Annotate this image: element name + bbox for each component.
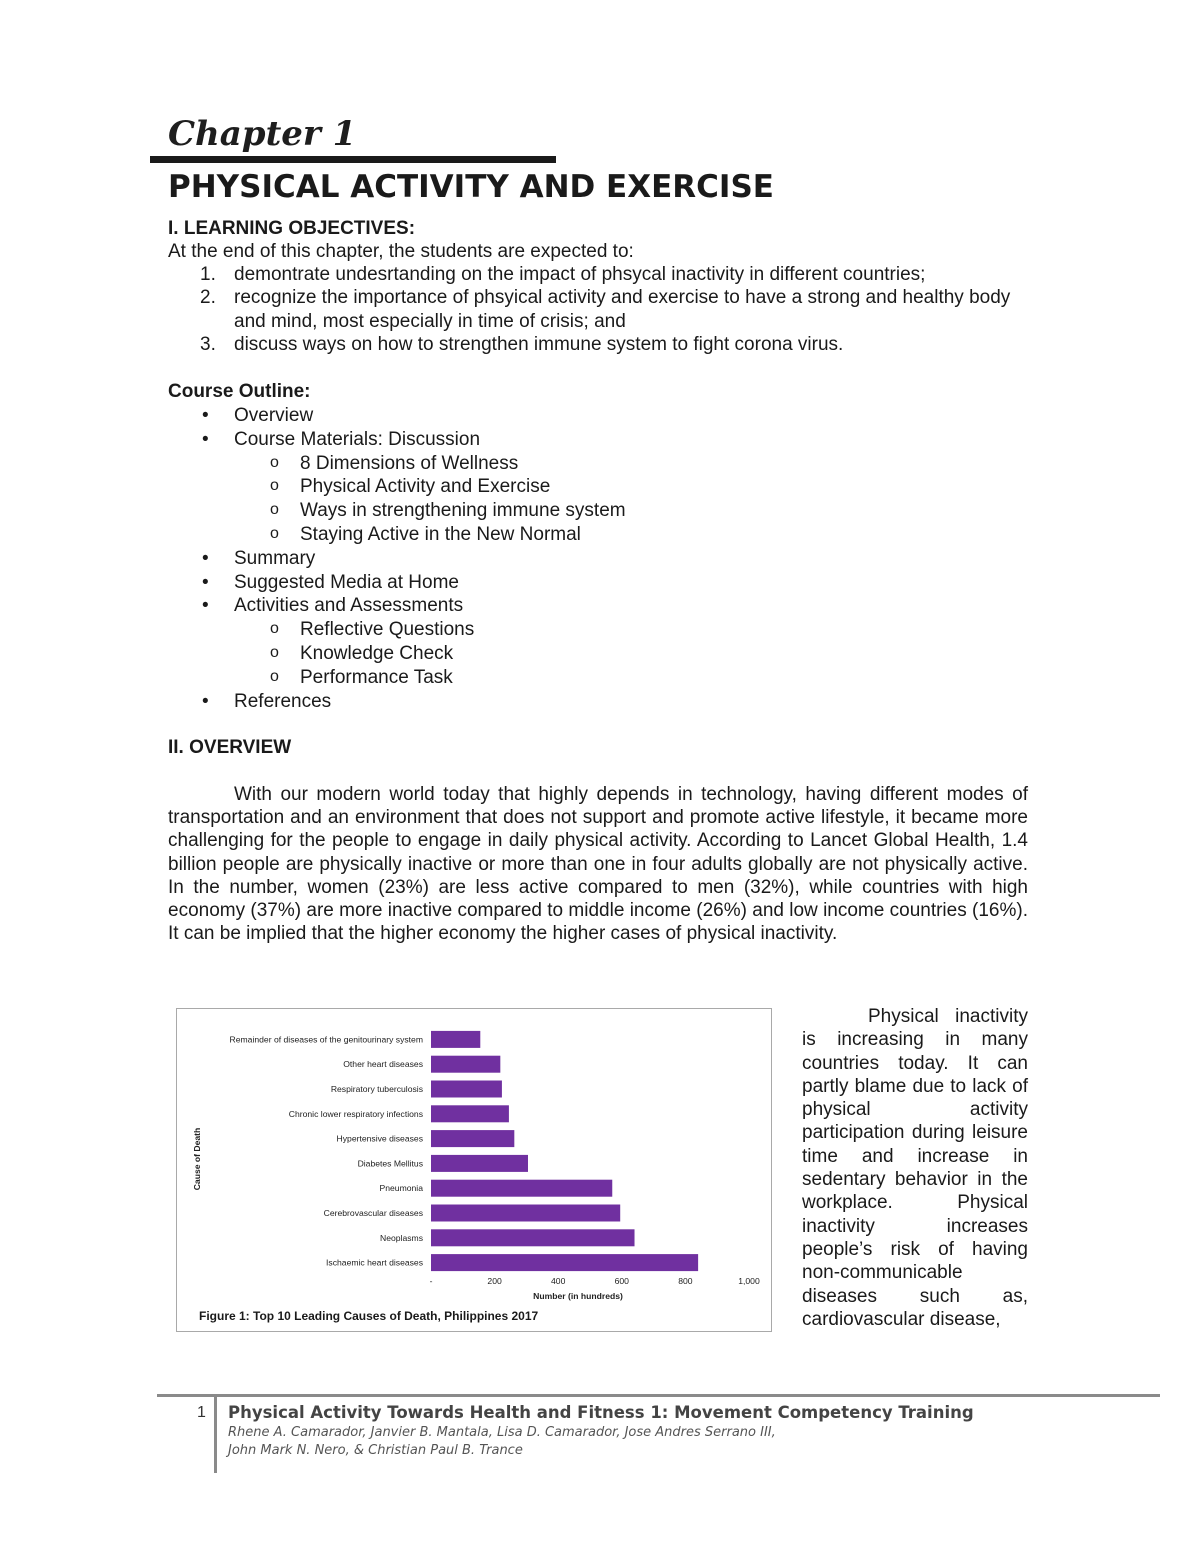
outline-subitem: o Physical Activity and Exercise (234, 475, 868, 499)
outline-subitem: o Performance Task (234, 666, 868, 690)
course-outline-list (168, 404, 868, 713)
outline-subitem: o Reflective Questions (234, 618, 868, 642)
course-outline-heading: Course Outline: (168, 381, 311, 402)
tick-label: 1,000 (738, 1276, 760, 1286)
outline-item-label: Summary (234, 547, 316, 569)
objective-item (168, 263, 1028, 286)
category-label: Hypertensive diseases (336, 1133, 423, 1144)
category-label: Remainder of diseases of the genitourinary system (229, 1034, 423, 1045)
objectives-list (168, 263, 1028, 356)
category-label: Chronic lower respiratory infections (288, 1108, 423, 1119)
outline-item-label: Overview (234, 405, 314, 426)
category-label: Diabetes Mellitus (357, 1158, 423, 1169)
chapter-title: PHYSICAL ACTIVITY AND EXERCISE (168, 169, 774, 205)
objective-number: 2. (200, 287, 216, 309)
tick-label: - (429, 1276, 433, 1286)
bar (431, 1254, 698, 1271)
objective-text: demontrate undesrtanding on the impact of phsycal inactivity in different countries; (234, 264, 926, 285)
category-label: Respiratory tuberculosis (330, 1084, 423, 1094)
objective-text: recognize the importance of phsyical activity and exercise to have a strong and healthy body and mind, most especially in time of crisis; and (234, 287, 1011, 332)
objective-text: discuss ways on how to strengthen immune system to fight corona virus. (234, 333, 844, 355)
overview-paragraph: With our modern world today that highly depends in technology, having different modes of transportation and an environment that does not support and promote active lifestyle, it became more challenging for the people to engage in daily physical activity. According to Lancet Global Health, 1.4 billion people are physically inactive or more than one in four adults globally are not physically active. In the number, women (23%) are less active compared to men (32%), while countries with high economy (37%) are more inactive compared to middle income (26%) and low income countries (16%). It can be implied that the higher economy the higher cases of physical inactivity. (168, 784, 1028, 945)
tick-label: 600 (614, 1276, 629, 1286)
outline-item (168, 690, 868, 714)
outline-item (168, 571, 868, 595)
outline-item (168, 404, 868, 428)
x-axis-label: Number (in hundreds) (533, 1291, 623, 1301)
outline-sublist (234, 452, 868, 547)
footer-authors (228, 1424, 776, 1460)
tick-label: 200 (487, 1276, 502, 1286)
category-label: Cerebrovascular diseases (323, 1208, 423, 1218)
footer-authors-line-1: Rhene A. Camarador, Janvier B. Mantala, Lisa D. Camarador, Jose Andres Serrano III, (228, 1425, 776, 1440)
page-number: 1 (197, 1404, 206, 1421)
outline-item (168, 594, 868, 689)
category-label: Neoplasms (380, 1232, 423, 1243)
causes-of-death-chart (177, 1009, 773, 1333)
outline-item-label: References (234, 690, 332, 712)
y-axis-label: Cause of Death (192, 1127, 202, 1191)
overview-heading: II. OVERVIEW (168, 737, 292, 758)
outline-sublist (234, 618, 868, 689)
footer-authors-line-2: John Mark N. Nero, & Christian Paul B. Trance (228, 1443, 523, 1458)
objective-item (168, 333, 1028, 356)
tick-label: 800 (678, 1276, 693, 1286)
bar (431, 1081, 502, 1098)
chapter-rule (150, 156, 556, 163)
category-label: Other heart diseases (343, 1059, 423, 1070)
category-label: Ischaemic heart diseases (326, 1257, 423, 1268)
outline-item (168, 428, 868, 547)
outline-subitem: o Ways in strengthening immune system (234, 499, 868, 523)
objectives-intro: At the end of this chapter, the students are expected to: (168, 241, 634, 262)
footer-rule (157, 1394, 1160, 1397)
outline-subitem: o Staying Active in the New Normal (234, 523, 868, 547)
footer-vertical-rule (214, 1397, 217, 1473)
outline-item-label: Course Materials: Discussion (234, 428, 481, 450)
outline-item-label: Activities and Assessments (234, 595, 464, 617)
objective-number: 1. (200, 264, 216, 285)
outline-item (168, 547, 868, 571)
bar (431, 1130, 514, 1147)
bar (431, 1155, 528, 1172)
bar (431, 1056, 500, 1073)
outline-subitem: o Knowledge Check (234, 642, 868, 666)
footer-title: Physical Activity Towards Health and Fitness 1: Movement Competency Training (228, 1403, 974, 1422)
bar (431, 1205, 620, 1222)
outline-item-label: Suggested Media at Home (234, 571, 459, 593)
bar (431, 1031, 480, 1048)
bar (431, 1180, 612, 1197)
bar (431, 1229, 635, 1246)
outline-subitem: o 8 Dimensions of Wellness (234, 452, 868, 476)
learning-objectives-heading: I. LEARNING OBJECTIVES: (168, 218, 416, 239)
figure-box (176, 1008, 772, 1332)
bar (431, 1105, 509, 1122)
chapter-label: Chapter 1 (168, 114, 357, 154)
side-paragraph: Physical inactivity is increasing in many countries today. It can partly blame due to lack of physical activity participation during leisure time and increase in sedentary behavior in the workplace. Physical inactivity increases people’s risk of having non-communicable diseases such as, cardiovascular disease, (802, 1006, 1028, 1330)
objective-number: 3. (200, 333, 216, 355)
objective-item (168, 286, 1028, 333)
tick-label: 400 (551, 1276, 566, 1286)
figure-caption: Figure 1: Top 10 Leading Causes of Death, Philippines 2017 (199, 1309, 539, 1323)
category-label: Pneumonia (379, 1183, 423, 1194)
